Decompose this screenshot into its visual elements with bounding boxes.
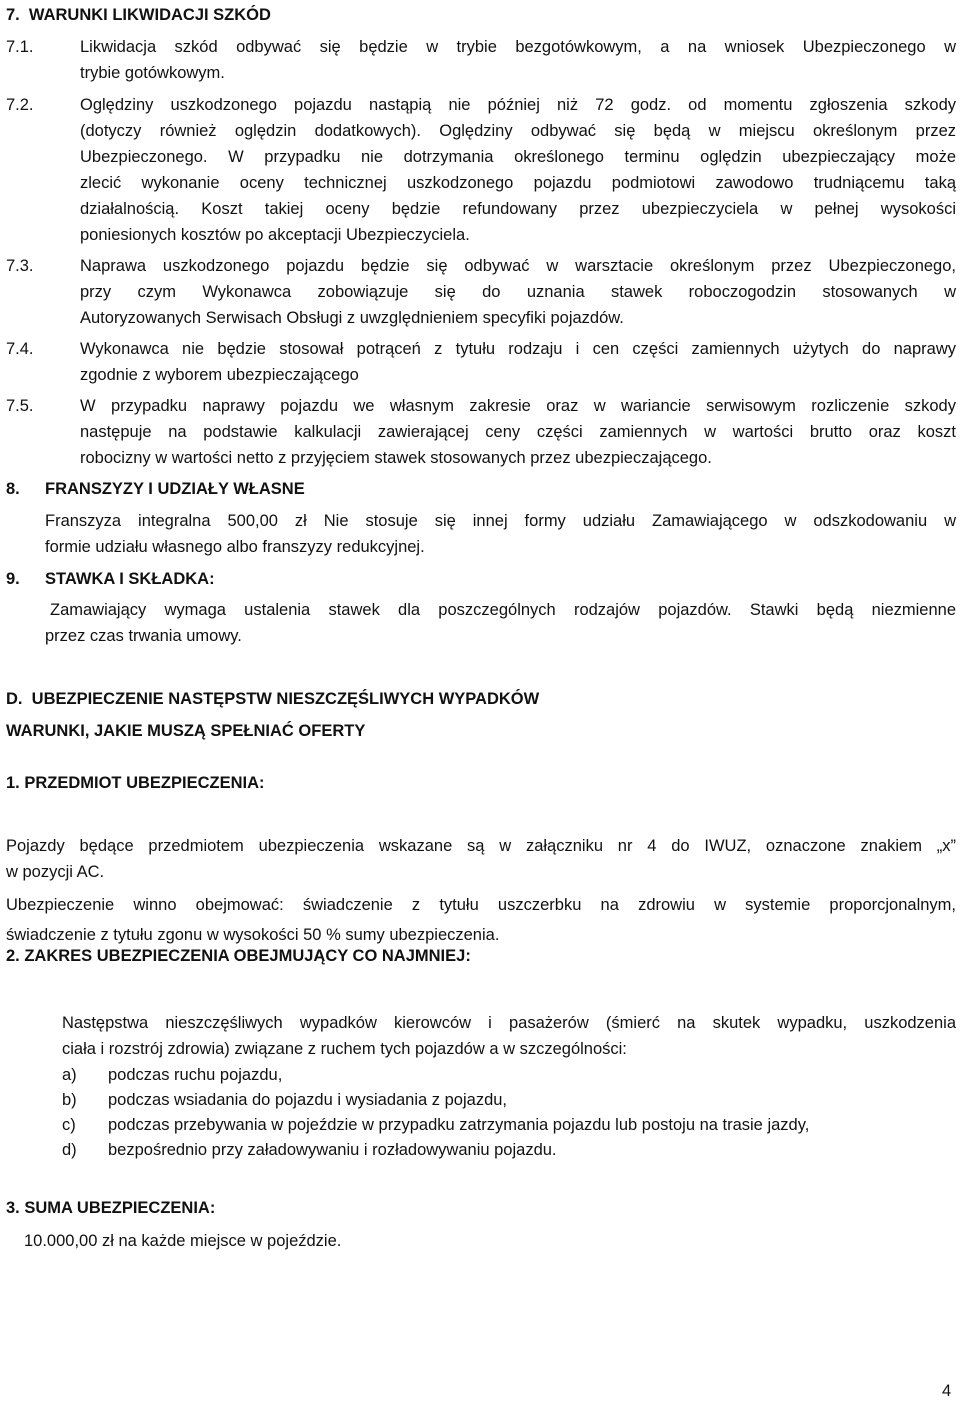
paragraph-number: 7.5. — [6, 397, 34, 415]
subject-paragraph-line-1: Pojazdy będące przedmiotem ubezpieczenia wskazane są w załączniku nr 4 do IWUZ, oznaczone znakiem „x” — [6, 837, 956, 855]
scope-paragraph-line-2: ciała i rozstrój zdrowia) związane z ruchem tych pojazdów a w szczególności: — [62, 1040, 627, 1058]
paragraph-7-2-line-6: poniesionych kosztów po akceptacji Ubezpieczyciela. — [80, 226, 470, 244]
paragraph-7-3-line-1: Naprawa uszkodzonego pojazdu będzie się odbywać w warsztacie określonym przez Ubezpieczonego, — [80, 257, 956, 275]
paragraph-number: 7.1. — [6, 38, 34, 56]
section-9-line-1: Zamawiający wymaga ustalenia stawek dla poszczególnych rodzajów pojazdów. Stawki będą niezmienne — [50, 601, 956, 619]
paragraph-7-2-line-5: działalnością. Koszt takiej oceny będzie refundowany przez ubezpieczyciela w pełnej wysokości — [80, 200, 956, 218]
section-9-number: 9. — [6, 570, 20, 588]
scope-paragraph-line-1: Następstwa nieszczęśliwych wypadków kierowców i pasażerów (śmierć na skutek wypadku, uszkodzenia — [62, 1014, 956, 1032]
paragraph-number: 7.2. — [6, 96, 34, 114]
paragraph-7-4-line-1: Wykonawca nie będzie stosował potrąceń z tytułu rodzaju i cen części zamiennych użytych do naprawy — [80, 340, 956, 358]
coverage-paragraph-line-2: świadczenie z tytułu zgonu w wysokości 50 % sumy ubezpieczenia. — [6, 926, 500, 944]
paragraph-7-2-line-3: Ubezpieczonego. W przypadku nie dotrzymania określonego terminu oględzin ubezpieczający może — [80, 148, 956, 166]
paragraph-number: 7.4. — [6, 340, 34, 358]
subsection-2-heading: 2. ZAKRES UBEZPIECZENIA OBEJMUJĄCY CO NAJMNIEJ: — [6, 947, 471, 965]
paragraph-7-1-line-2: trybie gotówkowym. — [80, 64, 225, 82]
paragraph-7-2-line-4: zlecić wykonanie oceny technicznej uszkodzonego pojazdu podmiotowi zawodowo trudniącemu taką — [80, 174, 956, 192]
subsection-1-heading: 1. PRZEDMIOT UBEZPIECZENIA: — [6, 774, 265, 792]
paragraph-number: 7.3. — [6, 257, 34, 275]
paragraph-7-3-line-2: przy czym Wykonawca zobowiązuje się do uznania stawek roboczogodzin stosowanych w — [80, 283, 956, 301]
list-item-letter: a) — [62, 1066, 77, 1084]
subsection-3-heading: 3. SUMA UBEZPIECZENIA: — [6, 1199, 216, 1217]
list-item: podczas wsiadania do pojazdu i wysiadania z pojazdu, — [108, 1091, 508, 1109]
coverage-paragraph-line-1: Ubezpieczenie winno obejmować: świadczenie z tytułu uszczerbku na zdrowiu w systemie proporcjonalnym, — [6, 896, 956, 914]
section-9-heading: STAWKA I SKŁADKA: — [45, 570, 215, 588]
section-d-subheading: WARUNKI, JAKIE MUSZĄ SPEŁNIAĆ OFERTY — [6, 722, 366, 740]
sum-insured-text: 10.000,00 zł na każde miejsce w pojeździe. — [24, 1232, 342, 1250]
list-item-letter: b) — [62, 1091, 77, 1109]
section-9-line-2: przez czas trwania umowy. — [45, 627, 242, 645]
list-item-letter: c) — [62, 1116, 76, 1134]
section-8-line-1: Franszyza integralna 500,00 zł Nie stosuje się innej formy udziału Zamawiającego w odszkodowaniu w — [45, 512, 956, 530]
section-8-heading: FRANSZYZY I UDZIAŁY WŁASNE — [45, 480, 305, 498]
list-item: bezpośrednio przy załadowywaniu i rozładowywaniu pojazdu. — [108, 1141, 557, 1159]
paragraph-7-5-line-2: następuje na podstawie kalkulacji zawierającej ceny części zamiennych w wartości brutto oraz koszt — [80, 423, 956, 441]
paragraph-7-2-line-2: (dotyczy również oględzin dodatkowych). Oględziny odbywać się będą w miejscu określonym przez — [80, 122, 956, 140]
section-7-heading: 7. WARUNKI LIKWIDACJI SZKÓD — [6, 6, 271, 24]
paragraph-7-4-line-2: zgodnie z wyborem ubezpieczającego — [80, 366, 359, 384]
paragraph-7-5-line-1: W przypadku naprawy pojazdu we własnym zakresie oraz w wariancie serwisowym rozliczenie szkody — [80, 397, 956, 415]
section-8-number: 8. — [6, 480, 20, 498]
list-item-letter: d) — [62, 1141, 77, 1159]
paragraph-7-3-line-3: Autoryzowanych Serwisach Obsługi z uwzględnieniem specyfiki pojazdów. — [80, 309, 624, 327]
list-item: podczas przebywania w pojeździe w przypadku zatrzymania pojazdu lub postoju na trasie jazdy, — [108, 1116, 810, 1134]
section-8-line-2: formie udziału własnego albo franszyzy redukcyjnej. — [45, 538, 425, 556]
page-number: 4 — [942, 1382, 952, 1400]
paragraph-7-1-line-1: Likwidacja szkód odbywać się będzie w trybie bezgotówkowym, a na wniosek Ubezpieczonego w — [80, 38, 956, 56]
paragraph-7-5-line-3: robocizny w wartości netto z przyjęciem stawek stosowanych przez ubezpieczającego. — [80, 449, 712, 467]
section-d-heading: D. UBEZPIECZENIE NASTĘPSTW NIESZCZĘŚLIWYCH WYPADKÓW — [6, 690, 540, 708]
subject-paragraph-line-2: w pozycji AC. — [6, 863, 105, 881]
list-item: podczas ruchu pojazdu, — [108, 1066, 283, 1084]
paragraph-7-2-line-1: Oględziny uszkodzonego pojazdu nastąpią nie później niż 72 godz. od momentu zgłoszenia szkody — [80, 96, 956, 114]
